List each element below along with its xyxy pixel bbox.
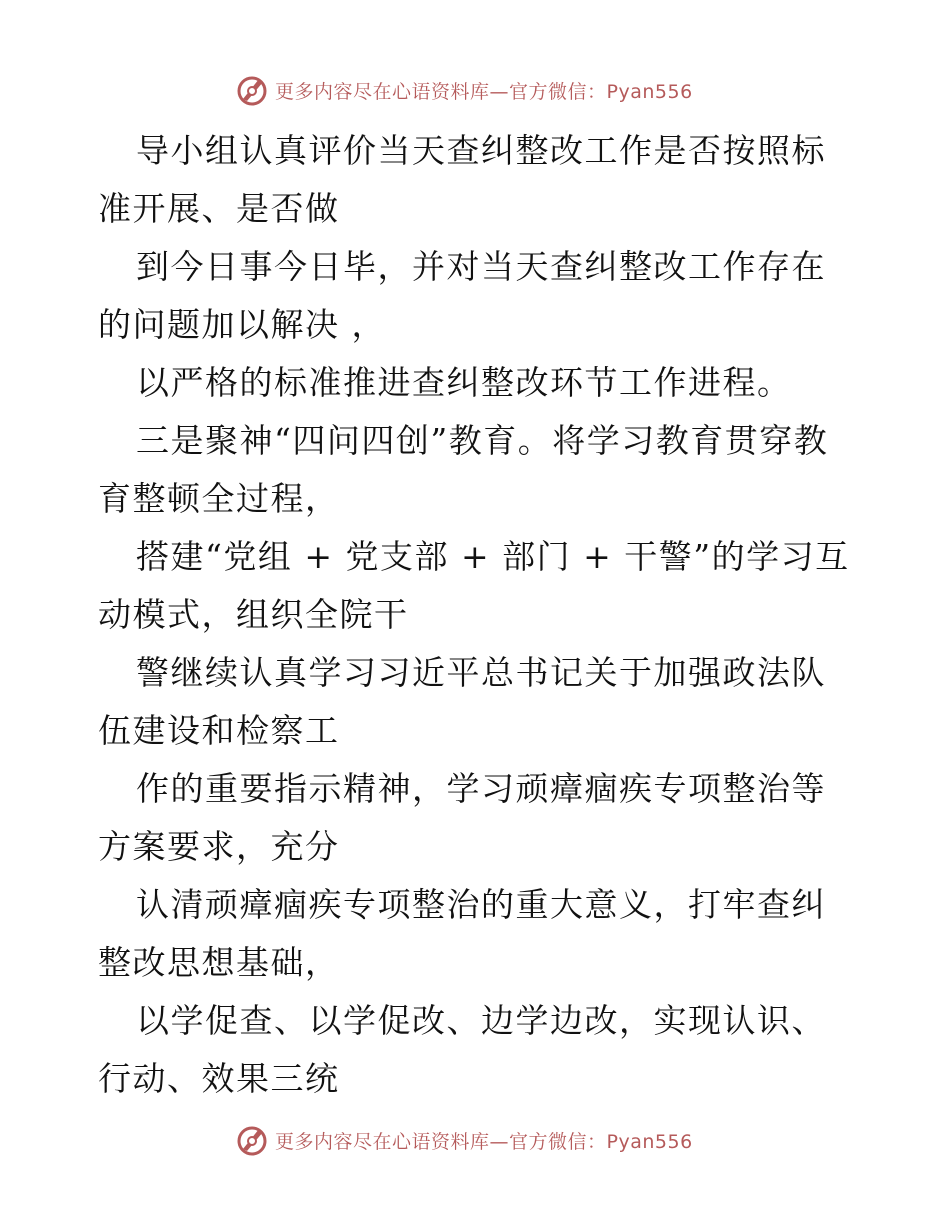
document-body [98,122,858,1108]
quill-pen-logo-icon [235,73,269,107]
footer-banner [235,1122,693,1158]
paragraph-5: 搭建“党组 + 党支部 + 部门 + 干警”的学习互动模式，组织全院干 [98,537,850,634]
paragraph-6: 警继续认真学习习近平总书记关于加强政法队伍建设和检察工 [98,653,826,750]
paragraph-1: 导小组认真评价当天查纠整改工作是否按照标准开展、是否做 [98,131,826,228]
paragraph-8: 认清顽瘴痼疾专项整治的重大意义，打牢查纠整改思想基础， [98,885,826,982]
footer-banner-text: 更多内容尽在心语资料库—官方微信：Pyan556 [275,1130,693,1153]
paragraph-9: 以学促查、以学促改、边学边改，实现认识、行动、效果三统 [98,1001,826,1098]
paragraph-3: 以严格的标准推进查纠整改环节工作进程。 [136,363,792,402]
header-banner-text: 更多内容尽在心语资料库—官方微信：Pyan556 [275,80,693,103]
paragraph-4: 三是聚神“四问四创”教育。将学习教育贯穿教育整顿全过程， [98,421,829,518]
paragraph-2: 到今日事今日毕，并对当天查纠整改工作存在的问题加以解决 ， [98,247,826,344]
paragraph-7: 作的重要指示精神，学习顽瘴痼疾专项整治等方案要求，充分 [98,769,826,866]
header-banner [235,72,693,108]
quill-pen-logo-icon [235,1123,269,1157]
